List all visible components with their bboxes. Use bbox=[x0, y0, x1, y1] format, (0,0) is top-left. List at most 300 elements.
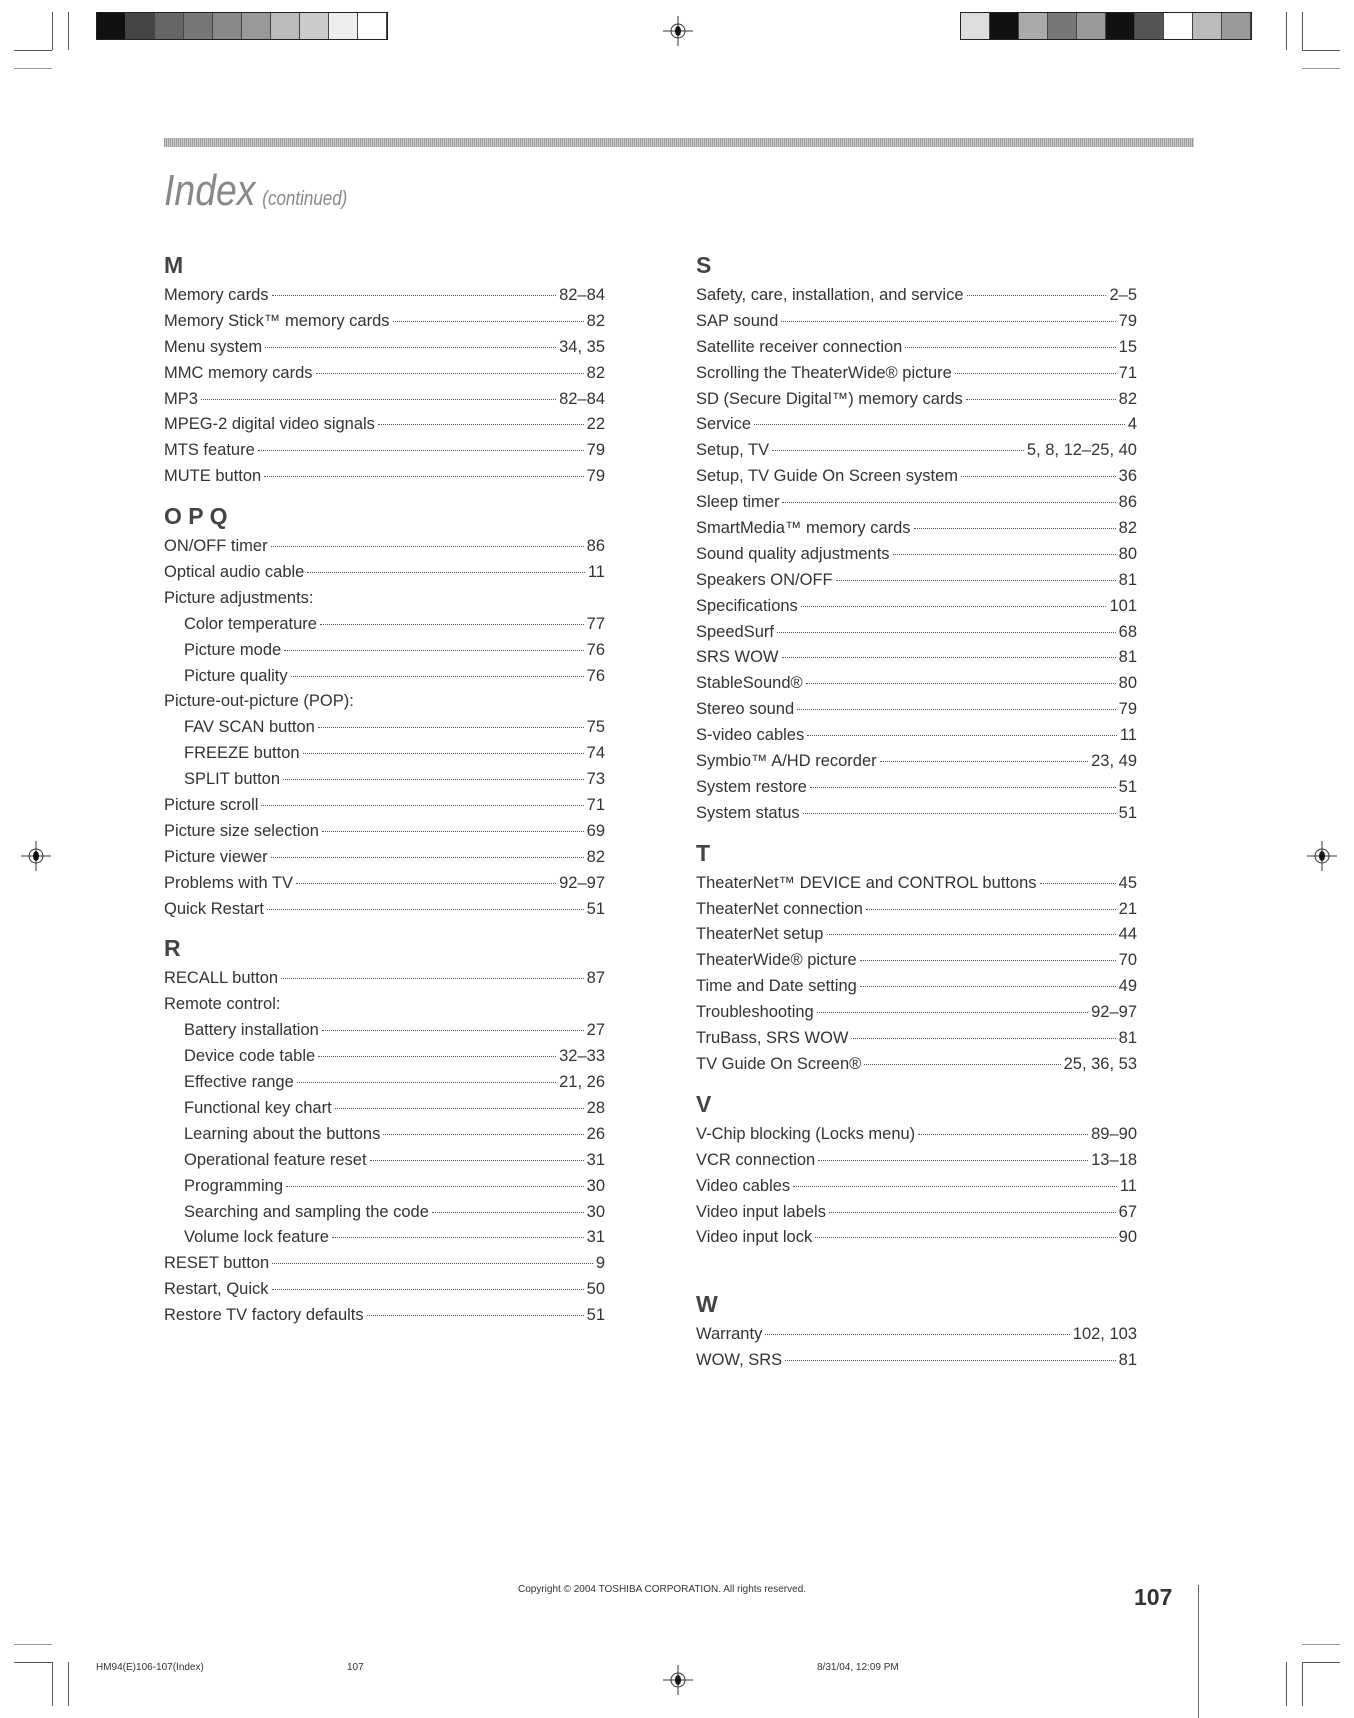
dot-leader bbox=[303, 753, 584, 754]
entry-page: 34, 35 bbox=[559, 337, 605, 356]
index-entry bbox=[164, 1174, 605, 1200]
dot-leader bbox=[860, 960, 1116, 961]
entry-page: 50 bbox=[586, 1280, 605, 1299]
dot-leader bbox=[961, 476, 1116, 477]
index-entry bbox=[164, 1122, 605, 1148]
index-entry bbox=[696, 283, 1137, 309]
dot-leader bbox=[316, 373, 584, 374]
entry-label: StableSound® bbox=[696, 674, 803, 693]
dot-leader bbox=[829, 1212, 1116, 1213]
index-entry bbox=[164, 845, 605, 871]
index-entry bbox=[164, 897, 605, 923]
dot-leader bbox=[803, 813, 1116, 814]
entry-label: Symbio™ A/HD recorder bbox=[696, 752, 877, 771]
index-entry bbox=[164, 1070, 605, 1096]
index-entry bbox=[164, 283, 605, 309]
entry-page: 4 bbox=[1127, 415, 1137, 434]
color-calibration-bar-left bbox=[96, 12, 388, 40]
entry-page: 79 bbox=[1118, 311, 1137, 330]
entry-label: Device code table bbox=[184, 1047, 316, 1066]
entry-label: ON/OFF timer bbox=[164, 537, 268, 556]
entry-page: 76 bbox=[586, 640, 605, 659]
entry-label: Picture viewer bbox=[164, 847, 268, 866]
entry-page: 75 bbox=[586, 718, 605, 737]
dot-leader bbox=[836, 580, 1116, 581]
dot-leader bbox=[370, 1160, 584, 1161]
dot-leader bbox=[782, 657, 1116, 658]
entry-page: 86 bbox=[586, 537, 605, 556]
dot-leader bbox=[320, 624, 584, 625]
crop-mark bbox=[52, 1662, 53, 1706]
entry-page: 92–97 bbox=[1091, 1003, 1137, 1022]
entry-label: Troubleshooting bbox=[696, 1003, 814, 1022]
index-entry bbox=[164, 1148, 605, 1174]
index-entry bbox=[696, 335, 1137, 361]
page-title: Index (continued) bbox=[164, 166, 348, 215]
slug-date: 8/31/04, 12:09 PM bbox=[817, 1662, 899, 1673]
entry-page: 81 bbox=[1118, 648, 1137, 667]
dot-leader bbox=[297, 1082, 556, 1083]
index-entry bbox=[164, 715, 605, 741]
index-entry bbox=[696, 775, 1137, 801]
entry-label: MP3 bbox=[164, 389, 198, 408]
crop-mark bbox=[68, 12, 69, 50]
entry-page: 77 bbox=[586, 614, 605, 633]
entry-page: 79 bbox=[586, 441, 605, 460]
index-entry bbox=[696, 922, 1137, 948]
entry-label: Picture mode bbox=[184, 640, 282, 659]
entry-label: RESET button bbox=[164, 1254, 270, 1273]
entry-page: 71 bbox=[1118, 363, 1137, 382]
entry-page: 30 bbox=[586, 1176, 605, 1195]
entry-label: Service bbox=[696, 415, 752, 434]
entry-page: 9 bbox=[595, 1254, 605, 1273]
entry-page: 36 bbox=[1118, 467, 1137, 486]
entry-label: Video cables bbox=[696, 1176, 791, 1195]
crop-mark bbox=[14, 68, 52, 69]
entry-label: Picture size selection bbox=[164, 821, 319, 840]
index-entry bbox=[164, 1096, 605, 1122]
dot-leader bbox=[271, 546, 584, 547]
entry-label: Picture adjustments: bbox=[164, 588, 314, 607]
entry-page: 71 bbox=[586, 796, 605, 815]
entry-label: VCR connection bbox=[696, 1150, 816, 1169]
entry-label: Satellite receiver connection bbox=[696, 337, 903, 356]
entry-label: Sleep timer bbox=[696, 493, 780, 512]
index-entry bbox=[164, 741, 605, 767]
index-entry bbox=[696, 1026, 1137, 1052]
entry-label: Battery installation bbox=[184, 1021, 319, 1040]
entry-page: 31 bbox=[586, 1228, 605, 1247]
index-entry bbox=[696, 871, 1137, 897]
entry-label: V-Chip blocking (Locks menu) bbox=[696, 1124, 916, 1143]
dot-leader bbox=[810, 787, 1116, 788]
index-entry bbox=[164, 361, 605, 387]
entry-page: 82 bbox=[586, 311, 605, 330]
entry-page: 69 bbox=[586, 821, 605, 840]
dot-leader bbox=[801, 606, 1107, 607]
color-calibration-bar-right bbox=[960, 12, 1252, 40]
dot-leader bbox=[307, 572, 585, 573]
entry-label: Remote control: bbox=[164, 995, 281, 1014]
dot-leader bbox=[271, 857, 584, 858]
index-entry bbox=[696, 897, 1137, 923]
entry-label: SAP sound bbox=[696, 311, 779, 330]
entry-page: 68 bbox=[1118, 622, 1137, 641]
entry-page: 76 bbox=[586, 666, 605, 685]
entry-page: 13–18 bbox=[1091, 1150, 1137, 1169]
index-entry bbox=[164, 412, 605, 438]
entry-page: 11 bbox=[1119, 1176, 1137, 1195]
index-entry bbox=[696, 1148, 1137, 1174]
dot-leader bbox=[880, 761, 1088, 762]
dot-leader bbox=[284, 650, 583, 651]
entry-label: TheaterNet connection bbox=[696, 899, 863, 918]
entry-label: Effective range bbox=[184, 1073, 294, 1092]
entry-page: 11 bbox=[1119, 726, 1137, 745]
entry-page: 70 bbox=[1118, 951, 1137, 970]
dot-leader bbox=[966, 399, 1116, 400]
entry-label: Setup, TV bbox=[696, 441, 770, 460]
dot-leader bbox=[272, 295, 557, 296]
index-entry bbox=[164, 1225, 605, 1251]
index-entry bbox=[696, 361, 1137, 387]
crop-mark bbox=[14, 1644, 52, 1645]
entry-page: 79 bbox=[1118, 700, 1137, 719]
entry-page: 5, 8, 12–25, 40 bbox=[1026, 441, 1137, 460]
dot-leader bbox=[383, 1134, 583, 1135]
page-number: 107 bbox=[1134, 1584, 1173, 1610]
entry-page: 87 bbox=[586, 969, 605, 988]
index-entry bbox=[696, 1000, 1137, 1026]
dot-leader bbox=[393, 321, 584, 322]
dot-leader bbox=[432, 1212, 584, 1213]
entry-page: 49 bbox=[1118, 977, 1137, 996]
crop-mark bbox=[14, 1662, 52, 1663]
entry-page: 44 bbox=[1118, 925, 1137, 944]
dot-leader bbox=[335, 1108, 584, 1109]
entry-label: SRS WOW bbox=[696, 648, 779, 667]
dot-leader bbox=[905, 347, 1115, 348]
entry-page: 82–84 bbox=[559, 389, 605, 408]
entry-label: TheaterNet™ DEVICE and CONTROL buttons bbox=[696, 873, 1037, 892]
entry-page: 51 bbox=[1118, 803, 1137, 822]
index-entry bbox=[164, 560, 605, 586]
entry-page: 102, 103 bbox=[1072, 1325, 1137, 1344]
index-entry bbox=[164, 664, 605, 690]
entry-page: 26 bbox=[586, 1124, 605, 1143]
entry-label: TheaterWide® picture bbox=[696, 951, 857, 970]
dot-leader bbox=[318, 1056, 556, 1057]
registration-mark-icon bbox=[1307, 841, 1337, 871]
entry-page: 27 bbox=[586, 1021, 605, 1040]
index-entry bbox=[164, 438, 605, 464]
index-entry bbox=[696, 1122, 1137, 1148]
index-entry bbox=[696, 974, 1137, 1000]
dot-leader bbox=[264, 476, 583, 477]
entry-page: 23, 49 bbox=[1091, 752, 1137, 771]
dot-leader bbox=[261, 805, 583, 806]
dot-leader bbox=[864, 1064, 1060, 1065]
entry-label: Warranty bbox=[696, 1325, 763, 1344]
entry-page: 89–90 bbox=[1091, 1124, 1137, 1143]
index-column-left bbox=[164, 239, 605, 1329]
index-entry bbox=[696, 1348, 1137, 1374]
entry-page: 90 bbox=[1118, 1228, 1137, 1247]
entry-label: Picture-out-picture (POP): bbox=[164, 692, 354, 711]
index-entry bbox=[696, 438, 1137, 464]
entry-page: 22 bbox=[586, 415, 605, 434]
entry-page: 2–5 bbox=[1109, 286, 1137, 304]
entry-page: 81 bbox=[1118, 1351, 1137, 1370]
dot-leader bbox=[827, 934, 1116, 935]
entry-label: Safety, care, installation, and service bbox=[696, 286, 964, 304]
dot-leader bbox=[807, 735, 1117, 736]
index-entry bbox=[164, 1303, 605, 1329]
entry-page: 82–84 bbox=[559, 286, 605, 304]
dot-leader bbox=[322, 831, 584, 832]
dot-leader bbox=[806, 683, 1116, 684]
dot-leader bbox=[918, 1134, 1088, 1135]
index-column-right bbox=[696, 239, 1137, 1374]
crop-mark bbox=[1286, 1662, 1287, 1706]
dot-leader bbox=[322, 1030, 584, 1031]
dot-leader bbox=[782, 502, 1115, 503]
index-entry bbox=[164, 464, 605, 490]
section-heading: R bbox=[164, 935, 181, 962]
dot-leader bbox=[272, 1289, 584, 1290]
dot-leader bbox=[272, 1263, 593, 1264]
index-entry bbox=[164, 871, 605, 897]
dot-leader bbox=[332, 1237, 584, 1238]
index-entry bbox=[696, 1052, 1137, 1078]
entry-label: Operational feature reset bbox=[184, 1150, 367, 1169]
index-entry bbox=[164, 793, 605, 819]
index-entry bbox=[164, 689, 605, 715]
entry-page: 51 bbox=[586, 899, 605, 918]
index-entry bbox=[696, 464, 1137, 490]
index-entry bbox=[164, 1277, 605, 1303]
entry-label: Quick Restart bbox=[164, 899, 264, 918]
entry-page: 82 bbox=[1118, 389, 1137, 408]
index-entry bbox=[696, 948, 1137, 974]
dot-leader bbox=[201, 399, 556, 400]
slug-page: 107 bbox=[347, 1662, 364, 1673]
entry-page: 25, 36, 53 bbox=[1063, 1054, 1137, 1073]
entry-label: Speakers ON/OFF bbox=[696, 570, 833, 589]
entry-label: S-video cables bbox=[696, 726, 805, 745]
index-entry bbox=[164, 1200, 605, 1226]
entry-page: 92–97 bbox=[559, 873, 605, 892]
dot-leader bbox=[296, 883, 556, 884]
entry-label: Color temperature bbox=[184, 614, 317, 633]
crop-mark bbox=[1286, 12, 1287, 50]
dot-leader bbox=[772, 450, 1024, 451]
section-heading: M bbox=[164, 252, 184, 278]
dot-leader bbox=[286, 1186, 584, 1187]
entry-label: Video input labels bbox=[696, 1202, 826, 1221]
slug-filename: HM94(E)106-107(Index) bbox=[96, 1662, 204, 1673]
entry-label: MUTE button bbox=[164, 467, 262, 486]
index-entry bbox=[164, 819, 605, 845]
dot-leader bbox=[754, 424, 1125, 425]
entry-label: Functional key chart bbox=[184, 1098, 332, 1117]
index-entry bbox=[696, 568, 1137, 594]
entry-label: SmartMedia™ memory cards bbox=[696, 519, 911, 538]
dot-leader bbox=[318, 727, 584, 728]
entry-label: FAV SCAN button bbox=[184, 718, 315, 737]
copyright-text: Copyright © 2004 TOSHIBA CORPORATION. All rights reserved. bbox=[518, 1584, 807, 1595]
dot-leader bbox=[378, 424, 584, 425]
section-heading: S bbox=[696, 252, 712, 278]
entry-label: FREEZE button bbox=[184, 744, 300, 763]
index-entry bbox=[696, 309, 1137, 335]
dot-leader bbox=[765, 1334, 1069, 1335]
registration-mark-icon bbox=[663, 16, 693, 46]
index-entry bbox=[696, 490, 1137, 516]
entry-label: SPLIT button bbox=[184, 770, 281, 789]
index-entry bbox=[696, 671, 1137, 697]
entry-label: Time and Date setting bbox=[696, 977, 857, 996]
entry-label: Sound quality adjustments bbox=[696, 544, 890, 563]
dot-leader bbox=[265, 347, 556, 348]
index-entry bbox=[696, 620, 1137, 646]
index-entry bbox=[164, 586, 605, 612]
index-entry bbox=[164, 612, 605, 638]
dot-leader bbox=[1040, 883, 1116, 884]
dot-leader bbox=[267, 909, 584, 910]
entry-label: Video input lock bbox=[696, 1228, 813, 1247]
entry-label: Scrolling the TheaterWide® picture bbox=[696, 363, 952, 382]
entry-page: 80 bbox=[1118, 674, 1137, 693]
entry-page: 79 bbox=[586, 467, 605, 486]
entry-label: Stereo sound bbox=[696, 700, 795, 719]
entry-label: Programming bbox=[184, 1176, 284, 1195]
entry-label: System restore bbox=[696, 777, 807, 796]
dot-leader bbox=[851, 1038, 1115, 1039]
entry-label: Setup, TV Guide On Screen system bbox=[696, 467, 958, 486]
crop-mark bbox=[14, 50, 52, 51]
entry-label: SD (Secure Digital™) memory cards bbox=[696, 389, 963, 408]
index-entry bbox=[696, 1322, 1137, 1348]
entry-label: Restart, Quick bbox=[164, 1280, 269, 1299]
dot-leader bbox=[785, 1360, 1115, 1361]
entry-label: MPEG-2 digital video signals bbox=[164, 415, 375, 434]
entry-page: 80 bbox=[1118, 544, 1137, 563]
entry-page: 51 bbox=[586, 1306, 605, 1325]
index-entry bbox=[696, 387, 1137, 413]
registration-mark-icon bbox=[663, 1665, 693, 1695]
section-heading: V bbox=[696, 1090, 712, 1117]
index-entry bbox=[696, 749, 1137, 775]
entry-page: 67 bbox=[1118, 1202, 1137, 1221]
dot-leader bbox=[291, 676, 584, 677]
index-entry bbox=[164, 1044, 605, 1070]
index-entry bbox=[164, 534, 605, 560]
dot-leader bbox=[817, 1012, 1088, 1013]
dot-leader bbox=[866, 909, 1116, 910]
entry-page: 11 bbox=[587, 563, 605, 582]
dot-leader bbox=[793, 1186, 1117, 1187]
dot-leader bbox=[955, 373, 1116, 374]
index-entry bbox=[164, 1018, 605, 1044]
entry-page: 86 bbox=[1118, 493, 1137, 512]
entry-label: Picture quality bbox=[184, 666, 288, 685]
entry-label: RECALL button bbox=[164, 969, 279, 988]
entry-label: Specifications bbox=[696, 596, 798, 615]
entry-label: Memory cards bbox=[164, 286, 269, 304]
index-entry bbox=[164, 387, 605, 413]
index-entry bbox=[696, 412, 1137, 438]
entry-page: 74 bbox=[586, 744, 605, 763]
page-edge-line bbox=[1198, 1585, 1199, 1718]
entry-label: Optical audio cable bbox=[164, 563, 305, 582]
entry-page: 15 bbox=[1118, 337, 1137, 356]
entry-page: 45 bbox=[1118, 873, 1137, 892]
dot-leader bbox=[283, 779, 584, 780]
entry-label: Searching and sampling the code bbox=[184, 1202, 429, 1221]
dot-leader bbox=[815, 1237, 1115, 1238]
index-entry bbox=[696, 542, 1137, 568]
entry-label: System status bbox=[696, 803, 800, 822]
entry-label: Learning about the buttons bbox=[184, 1124, 381, 1143]
index-entry bbox=[164, 335, 605, 361]
entry-label: Memory Stick™ memory cards bbox=[164, 311, 390, 330]
dot-leader bbox=[367, 1315, 584, 1316]
section-heading: T bbox=[696, 839, 711, 866]
entry-label: Menu system bbox=[164, 337, 263, 356]
index-entry bbox=[696, 723, 1137, 749]
dot-leader bbox=[893, 554, 1116, 555]
index-entry bbox=[164, 1251, 605, 1277]
index-entry bbox=[164, 992, 605, 1018]
index-entry bbox=[696, 645, 1137, 671]
index-entry bbox=[164, 767, 605, 793]
index-entry bbox=[696, 516, 1137, 542]
crop-mark bbox=[68, 1662, 69, 1706]
dot-leader bbox=[781, 321, 1115, 322]
index-entry bbox=[696, 1200, 1137, 1226]
crop-mark bbox=[1302, 12, 1303, 50]
entry-label: WOW, SRS bbox=[696, 1351, 783, 1370]
entry-label: Restore TV factory defaults bbox=[164, 1306, 364, 1325]
entry-page: 30 bbox=[586, 1202, 605, 1221]
entry-page: 32–33 bbox=[559, 1047, 605, 1066]
dot-leader bbox=[967, 295, 1107, 296]
dot-leader bbox=[258, 450, 584, 451]
section-heading: W bbox=[696, 1291, 718, 1318]
entry-page: 73 bbox=[586, 770, 605, 789]
entry-label: TV Guide On Screen® bbox=[696, 1054, 862, 1073]
entry-page: 82 bbox=[586, 847, 605, 866]
entry-label: Picture scroll bbox=[164, 796, 259, 815]
entry-page: 81 bbox=[1118, 1029, 1137, 1048]
index-entry bbox=[696, 1225, 1137, 1251]
index-entry bbox=[696, 697, 1137, 723]
crop-mark bbox=[1302, 1662, 1303, 1706]
entry-label: MTS feature bbox=[164, 441, 255, 460]
registration-mark-icon bbox=[21, 841, 51, 871]
index-entry bbox=[164, 638, 605, 664]
entry-page: 51 bbox=[1118, 777, 1137, 796]
entry-label: SpeedSurf bbox=[696, 622, 774, 641]
entry-page: 101 bbox=[1109, 596, 1137, 615]
section-heading: O P Q bbox=[164, 503, 228, 530]
page-subtitle: (continued) bbox=[262, 188, 348, 210]
crop-mark bbox=[1302, 1662, 1340, 1663]
entry-page: 82 bbox=[1118, 519, 1137, 538]
entry-page: 28 bbox=[586, 1098, 605, 1117]
